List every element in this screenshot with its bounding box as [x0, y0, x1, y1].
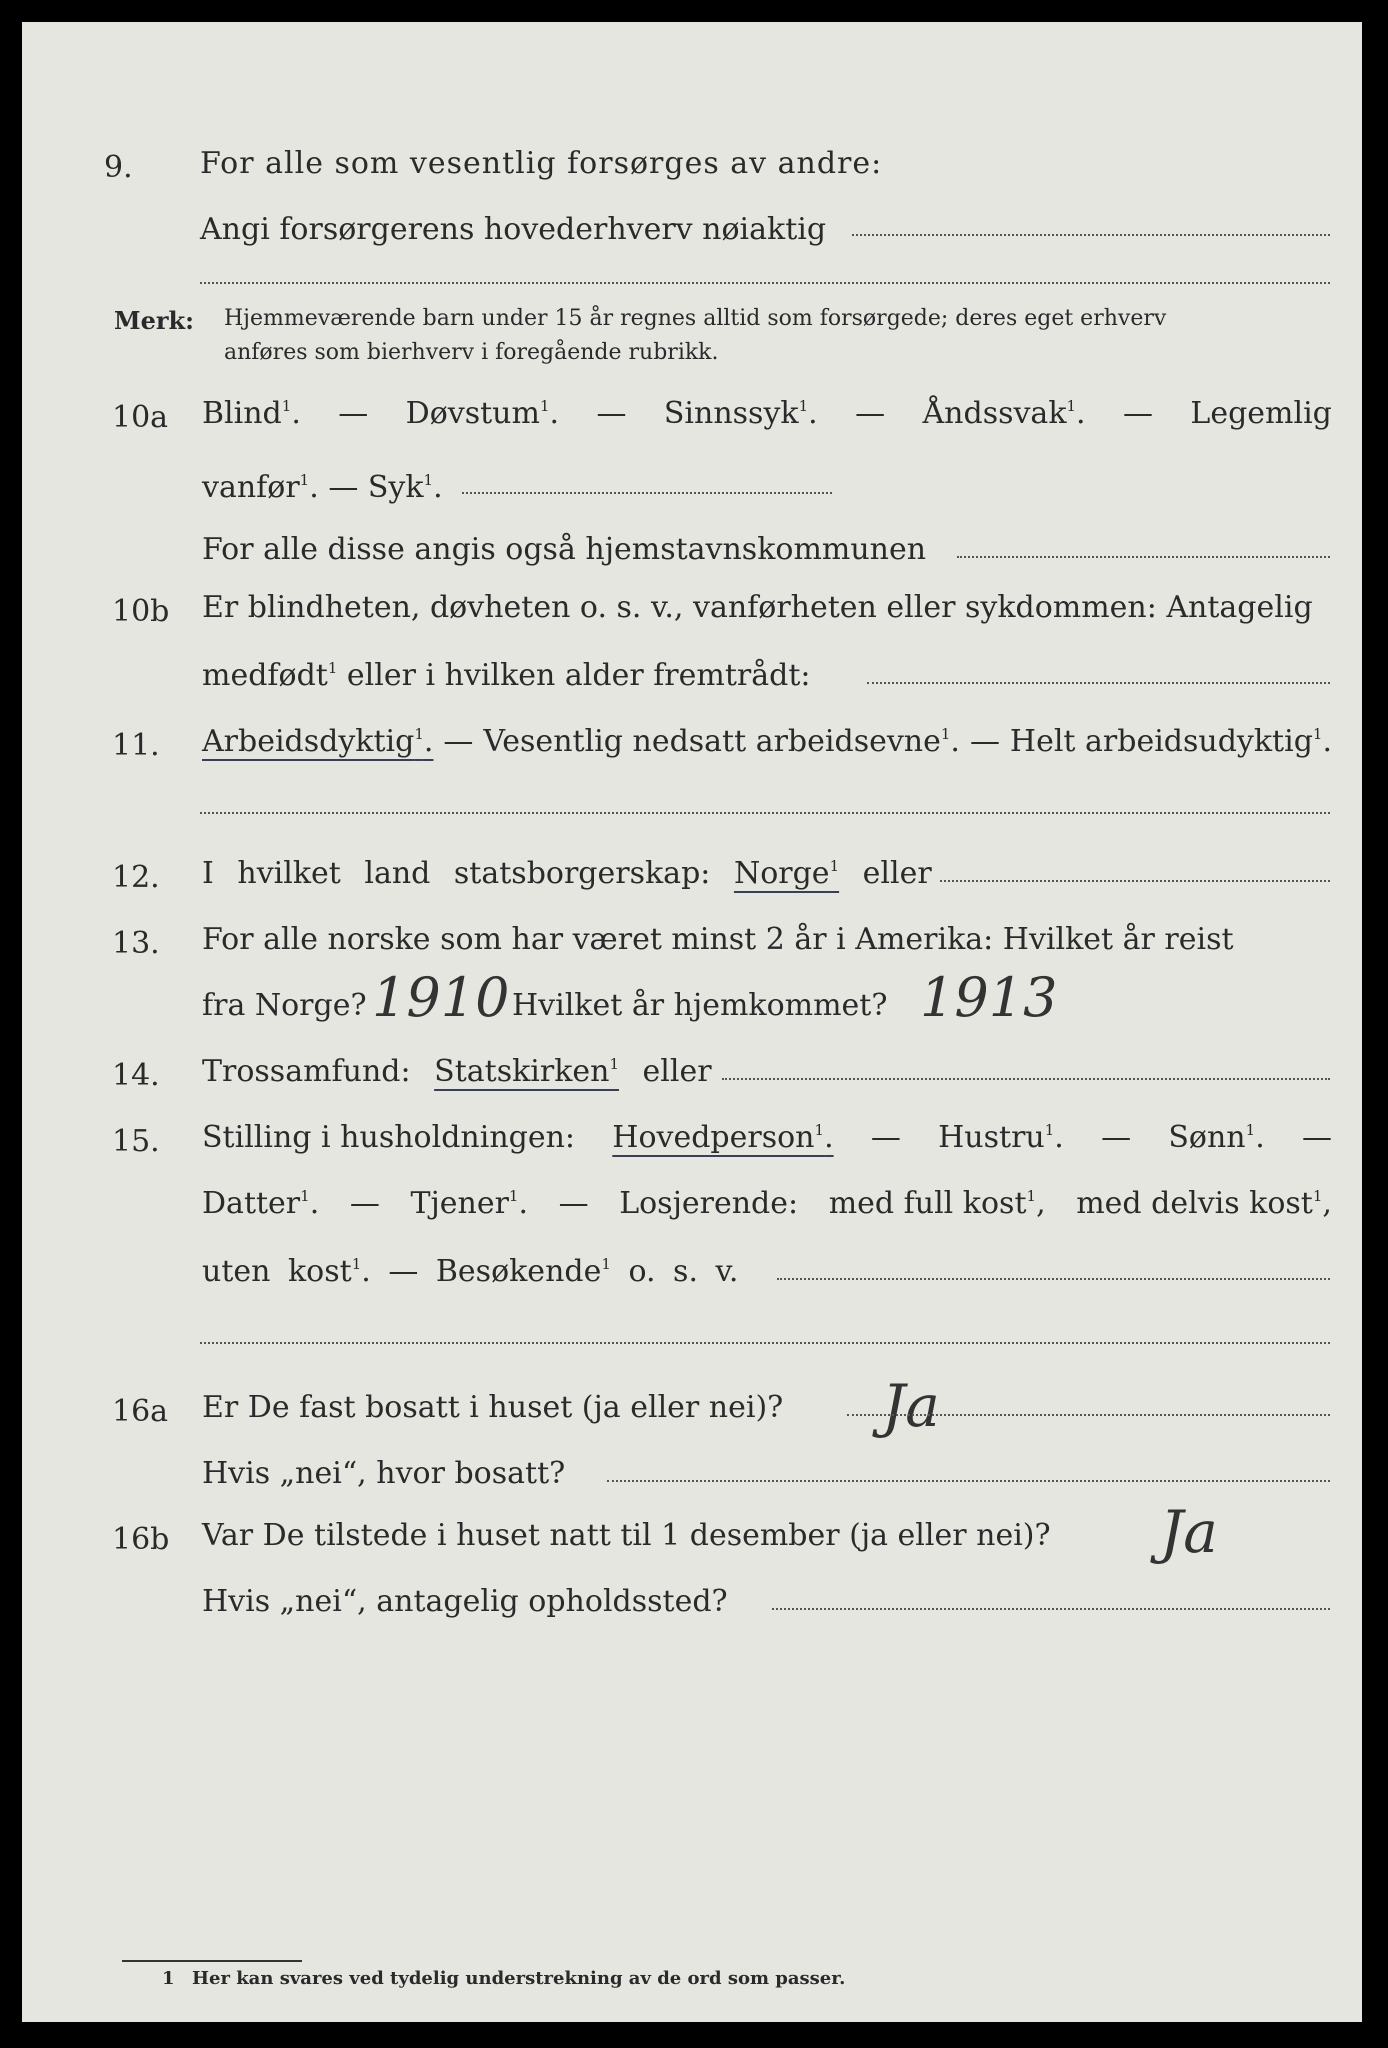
- q16b-answer-line[interactable]: [772, 1608, 1330, 1610]
- q10a-line3: For alle disse angis også hjemstavnskommunen: [202, 532, 927, 567]
- q15-losjerende-label: Losjerende:: [619, 1186, 799, 1221]
- q11-nedsatt[interactable]: Vesentlig nedsatt arbeidsevne$^1$.: [483, 724, 960, 759]
- q14-number: 14.: [112, 1058, 160, 1093]
- q15-hustru[interactable]: Hustru$^1$.: [938, 1120, 1064, 1155]
- q14-question: Trossamfund:: [202, 1054, 411, 1089]
- q15-osv: o. s. v.: [628, 1254, 739, 1289]
- footnote-text: Her kan svares ved tydelig understrekning av de ord som passer.: [192, 1968, 846, 1989]
- q16b-line2: Hvis „nei“, antagelig opholdssted?: [202, 1584, 728, 1619]
- q14-line: [202, 1054, 712, 1089]
- q16a-number: 16a: [112, 1394, 169, 1429]
- q9-line2: Angi forsørgerens hovederhverv nøiaktig: [200, 212, 827, 247]
- q9-number: 9.: [104, 150, 133, 185]
- q10a-vanfor[interactable]: vanfør$^1$.: [202, 470, 319, 505]
- q12-line: [202, 856, 932, 891]
- dash: —: [338, 396, 369, 431]
- q16b-handwritten-answer[interactable]: Ja: [1160, 1498, 1218, 1566]
- dash: —: [870, 1120, 901, 1155]
- q11-line: [202, 724, 1332, 759]
- merk-line2: anføres som bierhverv i foregående rubrikk.: [224, 340, 719, 365]
- q15-line2: [202, 1186, 1332, 1221]
- q14-eller: eller: [642, 1054, 712, 1089]
- q13-line1: [202, 922, 1332, 957]
- q10b-line2: medfødt$^1$ eller i hvilken alder fremtrådt:: [202, 658, 811, 693]
- q10a-line1: [202, 396, 1332, 431]
- q10a-blind[interactable]: Blind$^1$.: [202, 396, 301, 431]
- q15-besokende[interactable]: Besøkende$^1$: [435, 1254, 611, 1289]
- q9-answer-line-2[interactable]: [200, 282, 1330, 284]
- q10a-syk-answer-line[interactable]: [462, 492, 832, 494]
- q15-delvis-kost[interactable]: med delvis kost$^1$,: [1076, 1186, 1332, 1221]
- merk-line1-text: Hjemmeværende barn under 15 år regnes alltid som forsørgede; deres eget erhverv: [224, 306, 1167, 331]
- q16a-handwritten-answer[interactable]: Ja: [882, 1372, 940, 1440]
- q11-arbeidsdyktig-selected[interactable]: Arbeidsdyktig$^1$.: [202, 724, 434, 759]
- q10b-answer-line[interactable]: [867, 682, 1330, 684]
- q16a-bosatt-answer-line[interactable]: [607, 1480, 1330, 1482]
- dash: —: [969, 724, 1000, 759]
- q13-number: 13.: [112, 926, 160, 961]
- q10a-syk[interactable]: Syk$^1$.: [367, 470, 443, 505]
- q11-udyktig[interactable]: Helt arbeidsudyktig$^1$.: [1009, 724, 1332, 759]
- q9-line1: For alle som vesentlig forsørges av andre:: [200, 146, 883, 181]
- q10a-hjemstavn-answer-line[interactable]: [957, 556, 1330, 558]
- q15-full-kost[interactable]: med full kost$^1$,: [828, 1186, 1046, 1221]
- q10a-andssvak[interactable]: Åndssvak$^1$.: [922, 396, 1086, 431]
- q14-answer-line[interactable]: [722, 1078, 1330, 1080]
- dash: —: [1101, 1120, 1132, 1155]
- dash: —: [1302, 1120, 1332, 1155]
- q10a-dovstum[interactable]: Døvstum$^1$.: [405, 396, 560, 431]
- q15-tjener[interactable]: Tjener$^1$.: [410, 1186, 529, 1221]
- q16a-answer-line[interactable]: [847, 1414, 1330, 1416]
- q12-number: 12.: [112, 860, 160, 895]
- q13-handwritten-year-returned[interactable]: 1913: [920, 966, 1058, 1029]
- q13-hjem-label: Hvilket år hjemkommet?: [512, 988, 888, 1023]
- dash: —: [349, 1186, 380, 1221]
- q16a-line2: Hvis „nei“, hvor bosatt?: [202, 1456, 566, 1491]
- q15-number: 15.: [112, 1124, 160, 1159]
- q13-fra-label: fra Norge?: [202, 988, 367, 1023]
- q16a-line1: Er De fast bosatt i huset (ja eller nei)?: [202, 1390, 784, 1425]
- footnote-mark: 1: [162, 1968, 175, 1989]
- q12-question: I hvilket land statsborgerskap:: [202, 856, 711, 891]
- q10b-line1-text: Er blindheten, døvheten o. s. v., vanførheten eller sykdommen: Antagelig: [202, 590, 1313, 625]
- q15-question: Stilling i husholdningen:: [202, 1120, 576, 1155]
- q10a-line2: [202, 470, 443, 505]
- dash: —: [855, 396, 886, 431]
- footnote-rule: [122, 1960, 302, 1962]
- q12-eller: eller: [862, 856, 932, 891]
- dash: —: [1123, 396, 1153, 431]
- q9-answer-line[interactable]: [852, 234, 1330, 236]
- q15-uten-kost[interactable]: uten kost$^1$.: [202, 1254, 371, 1289]
- q15-sonn[interactable]: Sønn$^1$.: [1168, 1120, 1265, 1155]
- q10b-line1: [202, 590, 1332, 625]
- q15-line1: [202, 1120, 1332, 1155]
- q16b-number: 16b: [112, 1522, 170, 1557]
- dash: —: [388, 1254, 419, 1289]
- census-form-page: [22, 22, 1362, 2022]
- q10a-sinnssyk[interactable]: Sinnssyk$^1$.: [663, 396, 818, 431]
- dash: —: [596, 396, 627, 431]
- q11-number: 11.: [112, 728, 160, 763]
- q15-line3: [202, 1254, 738, 1289]
- dash: —: [558, 1186, 589, 1221]
- merk-line1: [224, 306, 1329, 331]
- merk-label: Merk:: [114, 306, 194, 335]
- q13-line1-text: For alle norske som har været minst 2 år i Amerika: Hvilket år reist: [202, 922, 1234, 957]
- q11-answer-line[interactable]: [200, 812, 1330, 814]
- q10a-legemlig[interactable]: Legemlig: [1190, 396, 1332, 431]
- q12-answer-line[interactable]: [940, 880, 1330, 882]
- q16b-line1: Var De tilstede i huset natt til 1 desember (ja eller nei)?: [202, 1518, 1051, 1553]
- dash: —: [328, 470, 368, 505]
- q10a-number: 10a: [112, 400, 169, 435]
- dash: —: [443, 724, 474, 759]
- q14-statskirken-selected[interactable]: Statskirken$^1$: [434, 1054, 619, 1089]
- q15-answer-line[interactable]: [777, 1278, 1330, 1280]
- q15-answer-line-2[interactable]: [200, 1342, 1330, 1344]
- q12-norge-selected[interactable]: Norge$^1$: [733, 856, 840, 891]
- q13-handwritten-year-left[interactable]: 1910: [372, 966, 510, 1029]
- q15-hovedperson-selected[interactable]: Hovedperson$^1$.: [612, 1120, 834, 1155]
- q10b-number: 10b: [112, 594, 170, 629]
- q15-datter[interactable]: Datter$^1$.: [202, 1186, 320, 1221]
